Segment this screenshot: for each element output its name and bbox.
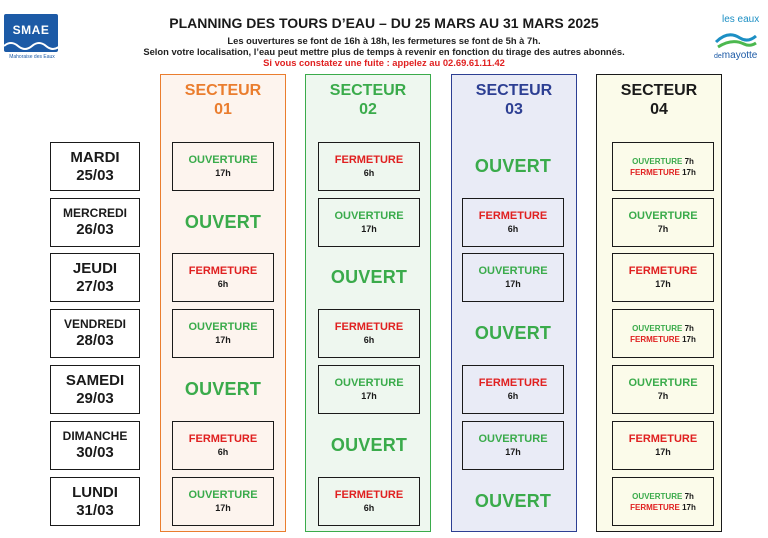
- status-open: [172, 365, 274, 414]
- action-hour: 17h: [215, 335, 231, 345]
- day-label: MERCREDI 26/03: [50, 198, 140, 247]
- closing-line: FERMETURE 17h: [630, 502, 696, 512]
- delay-note: Selon votre localisation, l’eau peut mettre plus de temps à revenir en fonction du tirage des autres abonnés.: [143, 46, 625, 57]
- mayotte-logo: [700, 12, 766, 68]
- action-label: FERMETURE: [188, 433, 258, 445]
- action-hour: 6h: [507, 391, 519, 401]
- action-label: OUVERTURE: [188, 154, 258, 166]
- schedule-note: Les ouvertures se font de 16h à 18h, les fermetures se font de 5h à 7h.: [227, 35, 541, 46]
- leak-note: Si vous constatez une fuite : appelez au 02.69.61.11.42: [263, 57, 505, 68]
- status-opening: [172, 477, 274, 526]
- status-closing: [462, 365, 564, 414]
- closing-line: FERMETURE 17h: [630, 167, 696, 177]
- action-label: OUVERTURE: [478, 265, 548, 277]
- status-closing: [318, 142, 420, 191]
- sector-header: SECTEUR 03: [475, 82, 553, 118]
- status-closing: [462, 198, 564, 247]
- action-label: FERMETURE: [334, 154, 404, 166]
- action-hour: 17h: [655, 279, 671, 289]
- action-label: OUVERTURE: [628, 377, 698, 389]
- page-title: PLANNING DES TOURS D’EAU – DU 25 MARS AU 31 MARS 2025: [169, 15, 599, 31]
- status-opening: [462, 421, 564, 470]
- action-label: OUVERTURE: [188, 489, 258, 501]
- sector-header: SECTEUR 02: [329, 82, 407, 118]
- action-hour: 17h: [215, 503, 231, 513]
- sector-header: SECTEUR 01: [184, 82, 262, 118]
- status-open: [462, 309, 564, 358]
- status-open-label: OUVERT: [330, 435, 408, 455]
- status-open: [462, 142, 564, 191]
- action-hour: 17h: [215, 168, 231, 178]
- action-hour: 6h: [217, 279, 229, 289]
- smae-logo: [4, 14, 58, 66]
- status-closing: [318, 477, 420, 526]
- status-closing: [172, 421, 274, 470]
- action-hour: 6h: [363, 168, 375, 178]
- action-label: OUVERTURE: [334, 377, 404, 389]
- status-open: [318, 421, 420, 470]
- opening-line: OUVERTURE 7h: [632, 491, 694, 501]
- status-closing: [612, 253, 714, 302]
- action-hour: 7h: [657, 224, 669, 234]
- status-open-label: OUVERT: [474, 491, 552, 511]
- action-label: FERMETURE: [478, 210, 548, 222]
- status-open-label: OUVERT: [330, 267, 408, 287]
- action-label: OUVERTURE: [628, 210, 698, 222]
- opening-line: OUVERTURE 7h: [632, 156, 694, 166]
- status-opening: [462, 253, 564, 302]
- status-open-label: OUVERT: [184, 379, 262, 399]
- status-open: [462, 477, 564, 526]
- action-label: OUVERTURE: [188, 321, 258, 333]
- day-label: VENDREDI 28/03: [50, 309, 140, 358]
- action-hour: 17h: [655, 447, 671, 457]
- action-hour: 17h: [361, 391, 377, 401]
- mayotte-logo-line1: les eaux: [722, 14, 760, 25]
- status-opening: [172, 309, 274, 358]
- action-label: FERMETURE: [628, 265, 698, 277]
- status-opening: [318, 198, 420, 247]
- day-label: MARDI 25/03: [50, 142, 140, 191]
- action-hour: 6h: [363, 335, 375, 345]
- action-label: FERMETURE: [478, 377, 548, 389]
- status-opening: [318, 365, 420, 414]
- status-opening: [172, 142, 274, 191]
- action-label: OUVERTURE: [478, 433, 548, 445]
- status-open: [172, 198, 274, 247]
- status-closing: [172, 253, 274, 302]
- action-hour: 6h: [507, 224, 519, 234]
- opening-line: OUVERTURE 7h: [632, 323, 694, 333]
- status-open-close: [612, 309, 714, 358]
- smae-logo-tagline: Mahoraise des Eaux: [9, 54, 55, 60]
- action-hour: 17h: [505, 279, 521, 289]
- day-label: SAMEDI 29/03: [50, 365, 140, 414]
- day-label: JEUDI 27/03: [50, 253, 140, 302]
- closing-line: FERMETURE 17h: [630, 334, 696, 344]
- action-label: FERMETURE: [334, 321, 404, 333]
- status-open-label: OUVERT: [474, 156, 552, 176]
- status-open-label: OUVERT: [184, 212, 262, 232]
- status-open: [318, 253, 420, 302]
- action-hour: 6h: [363, 503, 375, 513]
- mayotte-logo-line2: demayotte: [714, 50, 758, 61]
- smae-logo-name: SMAE: [12, 23, 50, 37]
- status-open-label: OUVERT: [474, 323, 552, 343]
- status-closing: [318, 309, 420, 358]
- action-hour: 6h: [217, 447, 229, 457]
- action-label: FERMETURE: [188, 265, 258, 277]
- action-label: FERMETURE: [334, 489, 404, 501]
- wave-icon: [4, 40, 58, 52]
- sector-header: SECTEUR 04: [620, 82, 698, 118]
- water-drop-icon: [714, 28, 758, 50]
- day-label: DIMANCHE 30/03: [50, 421, 140, 470]
- action-label: OUVERTURE: [334, 210, 404, 222]
- status-opening: [612, 365, 714, 414]
- action-label: FERMETURE: [628, 433, 698, 445]
- status-open-close: [612, 477, 714, 526]
- action-hour: 17h: [361, 224, 377, 234]
- day-label: LUNDI 31/03: [50, 477, 140, 526]
- status-closing: [612, 421, 714, 470]
- action-hour: 17h: [505, 447, 521, 457]
- action-hour: 7h: [657, 391, 669, 401]
- status-open-close: [612, 142, 714, 191]
- status-opening: [612, 198, 714, 247]
